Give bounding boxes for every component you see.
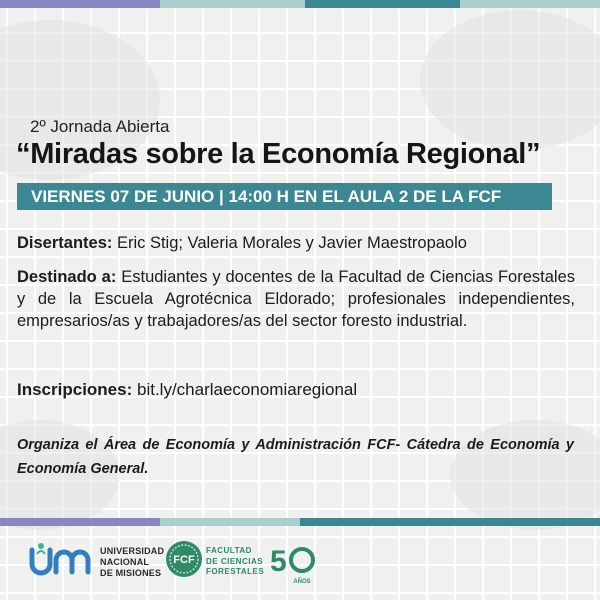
fcf-line: FACULTAD	[206, 546, 252, 555]
anniversary-50-icon	[268, 539, 318, 592]
audience-paragraph	[17, 266, 575, 332]
unam-logo-icon	[28, 542, 96, 583]
paint-splash	[420, 10, 600, 150]
fcf-name	[206, 546, 264, 578]
unam-line: NACIONAL	[100, 557, 150, 567]
top-color-stripe	[0, 0, 600, 8]
organizer-note: Organiza el Área de Economía y Administración FCF- Cátedra de Economía y Economía General.	[17, 437, 574, 477]
unam-line: DE MISIONES	[100, 568, 162, 578]
fcf-line: FORESTALES	[206, 567, 265, 576]
audience-label: Destinado a:	[17, 268, 117, 286]
unam-line: UNIVERSIDAD	[100, 546, 165, 556]
speakers-value: Eric Stig; Valeria Morales y Javier Maestropaolo	[112, 234, 467, 252]
event-edition: 2º Jornada Abierta	[30, 117, 170, 136]
event-title: “Miradas sobre la Economía Regional”	[16, 138, 541, 170]
svg-text:AÑOS: AÑOS	[293, 579, 311, 585]
signup-label: Inscripciones:	[17, 380, 133, 399]
speakers-line	[17, 234, 575, 253]
fcf-seal-icon	[164, 539, 204, 584]
signup-link[interactable]: bit.ly/charlaeconomiaregional	[132, 380, 358, 399]
unam-name	[100, 546, 164, 579]
svg-text:5: 5	[270, 545, 287, 578]
audience-value: Estudiantes y docentes de la Facultad de Ciencias Forestales y de la Escuela Agrotécnica Eldorado; profesionales independientes, empresarios/as y trabajadores/as del sector foresto industrial.	[17, 268, 575, 330]
bottom-color-stripe	[0, 518, 600, 526]
fcf-line: DE CIENCIAS	[206, 556, 264, 566]
date-banner: VIERNES 07 DE JUNIO | 14:00 H EN EL AULA 2 DE LA FCF	[17, 183, 552, 210]
svg-text:FCF: FCF	[173, 554, 195, 566]
speakers-label: Disertantes:	[17, 234, 113, 252]
logo-footer	[0, 526, 600, 600]
signup-line	[17, 380, 575, 400]
